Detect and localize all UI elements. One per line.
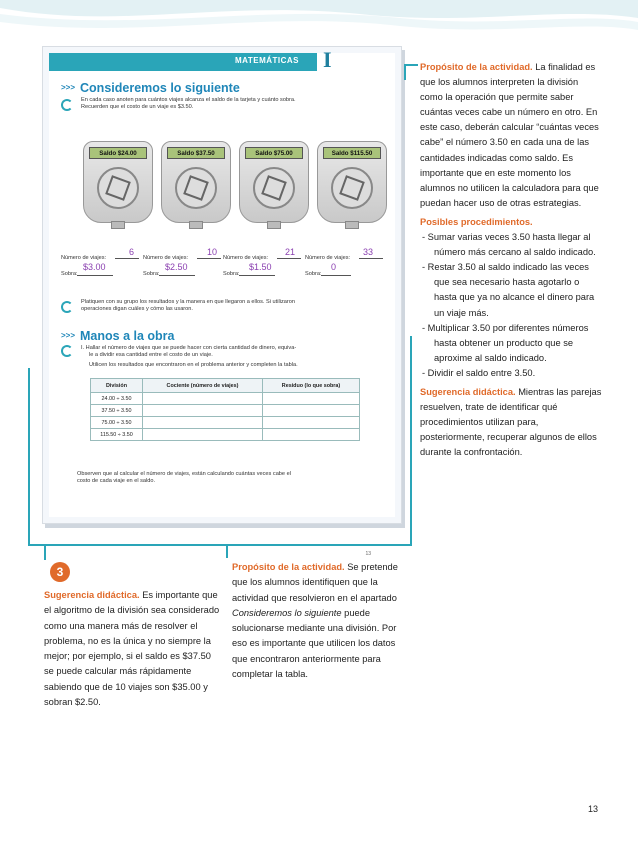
note-heading: Propósito de la actividad. [232,562,345,572]
residuo-cell[interactable] [263,405,360,417]
viajes-answer: 10 [207,247,218,257]
note-heading: Posibles procedimientos. [420,216,533,227]
connector-line [410,336,412,546]
list-item: - Restar 3.50 al saldo indicado las veces que sea necesario hasta agotarlo o hasta que ya no alcance el dinero para un viaje más. [422,262,595,318]
sobra-answer: $1.50 [249,262,272,272]
table-row [91,417,360,429]
note-heading: Sugerencia didáctica. [44,590,140,600]
division-cell: 24.00 ÷ 3.50 [91,393,143,405]
student-page-thumbnail [42,46,402,557]
platiquen-text: Platiquen con su grupo los resultados y la manera en que llegaron a ellos. Si utilizaron operaciones digan cuáles y cómo las usaron. [81,299,295,312]
note-text: La finalidad es que los alumnos interpreten la división como la operación que permite saber cuántas veces cabe un número en otro. En este caso, deberán calcular “cuántas veces cabe” el número 3.50 en cada una de las cantidades indicadas como saldo. Es importante que en este momento los alumnos no utilicen la calculadora para que puedan hacer uso de otras estrategias. [420,62,599,208]
section-title-manos: >>> Manos a la obra [61,329,175,343]
viajes-answer: 6 [129,247,135,257]
connector-line [44,544,46,560]
note-text: Mientras las parejas resuelven, trate de identificar qué procedimientos utilizan para, posteriormente, recuperar algunos de ellos durante la confrontación. [420,386,602,458]
note-text: puede solucionarse mediante una división. Por eso es importante que utilicen los datos que encontraron anteriormente para completar la tabla. [232,607,397,680]
note-heading: Sugerencia didáctica. [420,386,516,397]
cycle-icon [61,345,73,357]
subject-label: MATEMÁTICAS [235,56,300,65]
step-badge: 3 [50,562,70,582]
connector-line [28,544,412,546]
meter-screen: Saldo $37.50 [167,147,225,159]
residuo-cell[interactable] [263,393,360,405]
residuo-cell[interactable] [263,417,360,429]
connector-line [404,64,406,80]
block-number: I [323,47,332,72]
division-cell: 115.50 ÷ 3.50 [91,429,143,441]
fare-card-reader [239,135,309,229]
note-emphasis: Consideremos lo siguiente [232,607,342,618]
cociente-cell[interactable] [143,393,263,405]
note-heading: Propósito de la actividad. [420,62,533,72]
cociente-cell[interactable] [143,429,263,441]
col-header: Cociente (número de viajes) [143,379,263,393]
division-table [90,378,360,441]
col-header: Residuo (lo que sobra) [263,379,360,393]
viajes-label: Número de viajes: [143,255,189,261]
list-item: - Sumar varias veces 3.50 hasta llegar al número más cercano al saldo indicado. [422,232,596,258]
cociente-cell[interactable] [143,405,263,417]
note-text: Es importante que el algoritmo de la división sea considerado como una manera más de resolver el problema, no es la única y no siempre la mejor; por ejemplo, si el saldo es $37.50 se puede calcular más rápidamente sabiendo que de 10 viajes son $35.00 y sobran $2.50. [44,590,220,708]
meter-screen: Saldo $75.00 [245,147,303,159]
sobra-label: Sobra: [305,271,322,277]
cycle-icon [61,301,73,313]
fare-card-reader [161,135,231,229]
table-row [91,393,360,405]
division-cell: 37.50 ÷ 3.50 [91,405,143,417]
teacher-notes-right [420,60,602,460]
inner-page-number: 13 [365,551,371,557]
connector-line [28,368,30,546]
sobra-answer: $3.00 [83,262,106,272]
page-number: 13 [588,804,599,814]
meter-screen: Saldo $115.50 [323,147,381,159]
list-item: - Multiplicar 3.50 por diferentes números hasta obtener un producto que se aproxime al saldo indicado. [422,322,589,363]
connector-line [404,64,418,66]
cycle-icon [61,99,73,111]
fare-card-reader [83,135,153,229]
teacher-note-bottom-mid [232,560,408,682]
residuo-cell[interactable] [263,429,360,441]
teacher-note-bottom-left [44,588,222,710]
col-header: División [91,379,143,393]
note-text: Se pretende que los alumnos identifiquen que la actividad que resolvieron en el apartado [232,562,398,603]
list-item: - Dividir el saldo entre 3.50. [422,367,536,378]
meter-screen: Saldo $24.00 [89,147,147,159]
sobra-answer: 0 [331,262,337,272]
item-1-text: I. Hallar el número de viajes que se puede hacer con cierta cantidad de dinero, equiva- le a dividir esa cantidad entre el costo de un viaje. Utilicen los resultados que encontraron en el problema anterior y completen la tabla. [81,345,298,368]
table-row [91,429,360,441]
connector-line [226,544,228,558]
cociente-cell[interactable] [143,417,263,429]
fare-card-reader [317,135,387,229]
procedures-list [420,230,602,381]
sobra-label: Sobra: [223,271,240,277]
viajes-label: Número de viajes: [305,255,351,261]
section-title-consideremos: >>> Consideremos lo siguiente [61,81,240,95]
table-row [91,405,360,417]
sobra-label: Sobra: [143,271,160,277]
division-cell: 75.00 ÷ 3.50 [91,417,143,429]
instruction-1: En cada caso anoten para cuántos viajes alcanza el saldo de la tarjeta y cuánto sobra. Recuerden que el costo de un viaje es $3.50. [81,97,296,110]
observen-text: Observen que al calcular el número de viajes, están calculando cuántas veces cabe el costo de cada viaje en el saldo. [77,471,291,484]
viajes-answer: 33 [363,247,374,257]
viajes-label: Número de viajes: [61,255,107,261]
viajes-answer: 21 [285,247,296,257]
sobra-label: Sobra: [61,271,78,277]
viajes-label: Número de viajes: [223,255,269,261]
sobra-answer: $2.50 [165,262,188,272]
